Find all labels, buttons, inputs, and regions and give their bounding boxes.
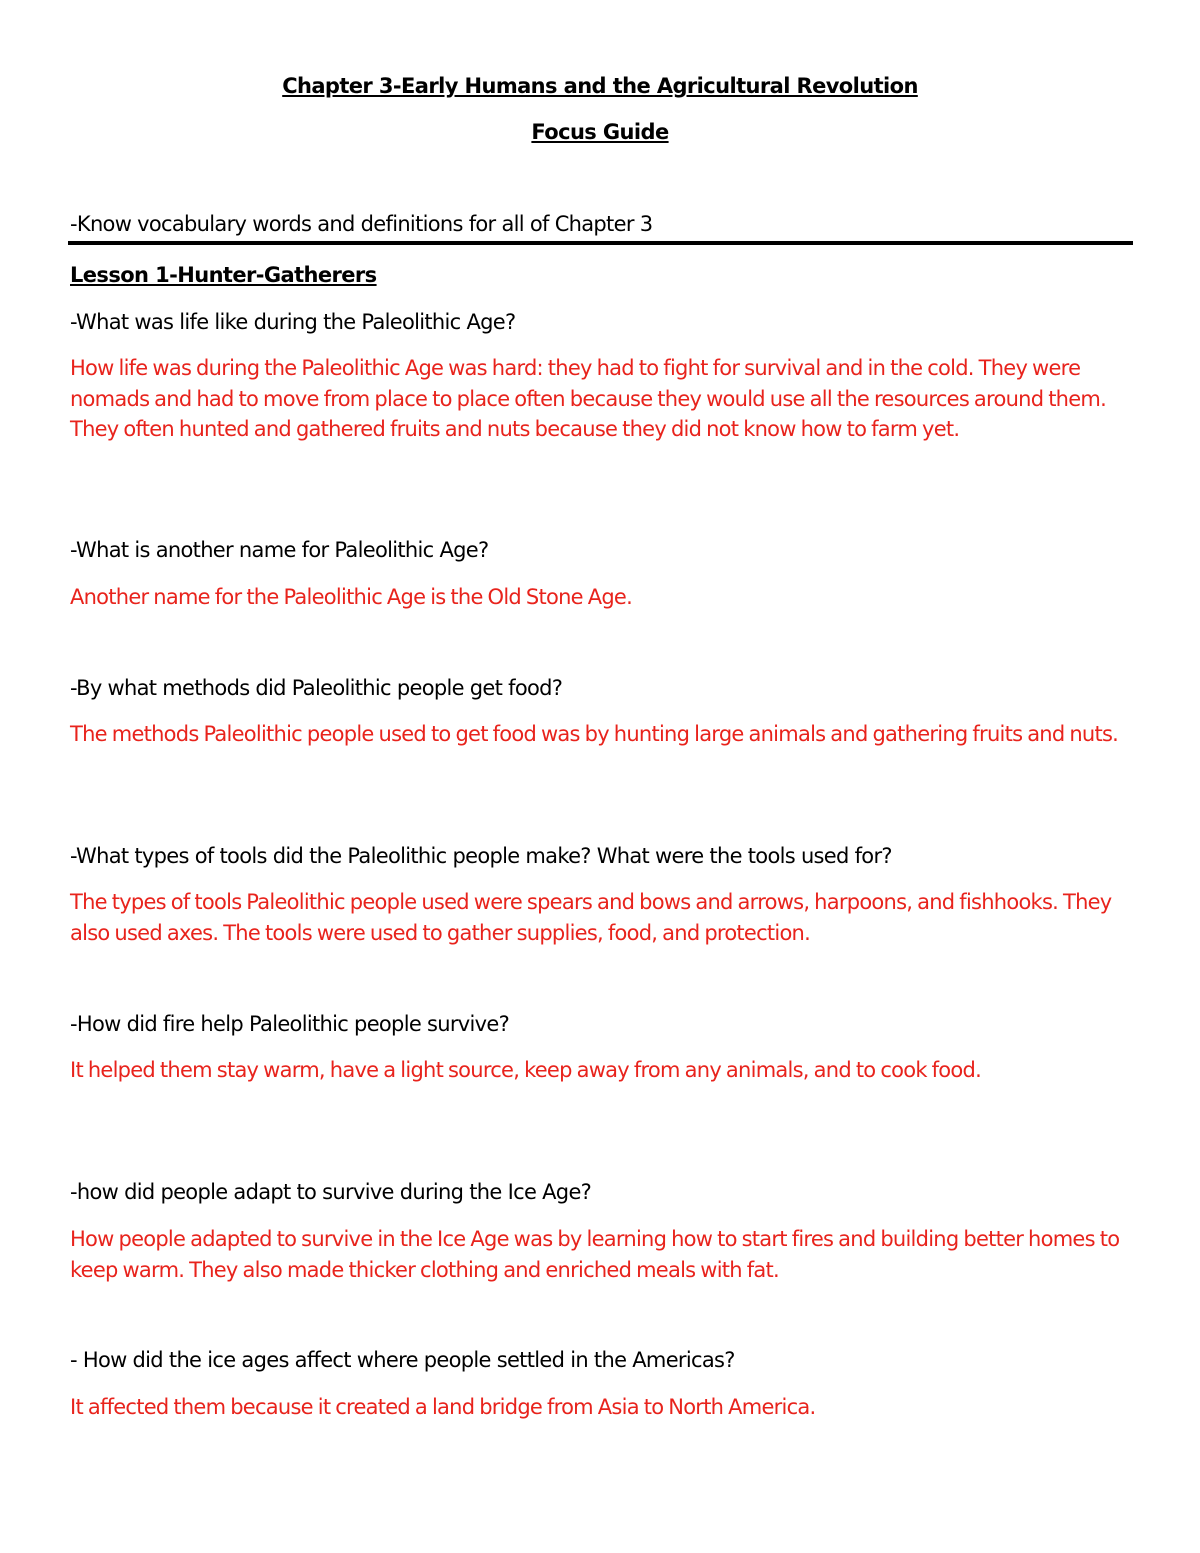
question-text: -What was life like during the Paleolithic Age? [70,310,516,334]
question-text: -By what methods did Paleolithic people get food? [70,676,563,700]
answer-text: How people adapted to survive in the Ice Age was by learning how to start fires and building better homes to keep warm. They also made thicker clothing and enriched meals with fat. [70,1227,1120,1282]
answer-text: It helped them stay warm, have a light source, keep away from any animals, and to cook food. [70,1058,982,1082]
question-text: -how did people adapt to survive during the Ice Age? [70,1180,592,1204]
question-text: -What is another name for Paleolithic Age? [70,538,489,562]
question-text: - How did the ice ages affect where people settled in the Americas? [70,1348,735,1372]
question-text: -How did fire help Paleolithic people survive? [70,1012,510,1036]
answer-text: The methods Paleolithic people used to get food was by hunting large animals and gathering fruits and nuts. [70,722,1119,746]
answer-text: Another name for the Paleolithic Age is the Old Stone Age. [70,585,633,609]
answer-text: It affected them because it created a land bridge from Asia to North America. [70,1395,816,1419]
lesson-heading: Lesson 1-Hunter-Gatherers [70,263,377,287]
question-text: -What types of tools did the Paleolithic people make? What were the tools used for? [70,844,892,868]
answer-text: The types of tools Paleolithic people used were spears and bows and arrows, harpoons, and fishhooks. They also used axes. The tools were used to gather supplies, food, and protection. [70,890,1112,945]
page-subtitle: Focus Guide [531,120,669,144]
intro-text: -Know vocabulary words and definitions for all of Chapter 3 [70,212,653,236]
answer-text: How life was during the Paleolithic Age was hard: they had to fight for survival and in the cold. They were nomads and had to move from place to place often because they would use all the resources around them. They often hunted and gathered fruits and nuts because they did not know how to farm yet. [70,356,1107,441]
horizontal-rule [68,241,1133,245]
page-title: Chapter 3-Early Humans and the Agricultural Revolution [282,74,918,98]
